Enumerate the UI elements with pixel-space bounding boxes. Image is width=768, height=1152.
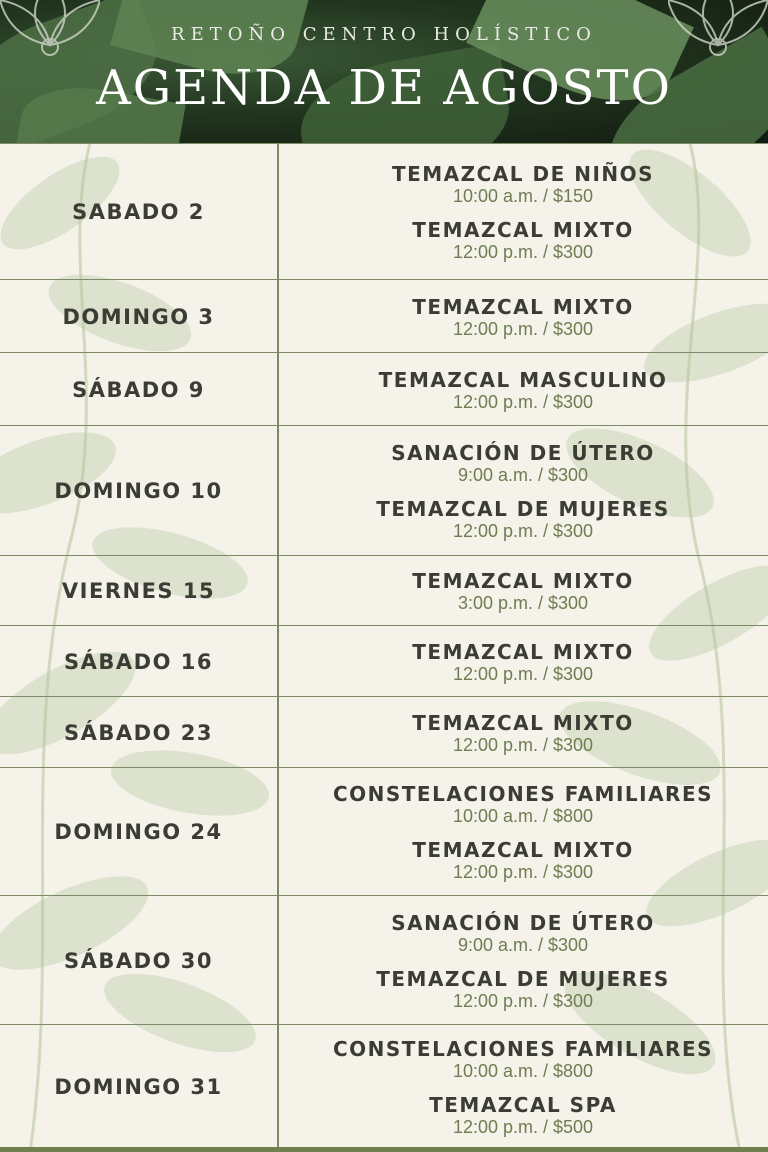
event-name: TEMAZCAL DE MUJERES [376, 966, 670, 991]
event-item [412, 569, 633, 613]
event-list [278, 697, 768, 768]
schedule-row [0, 625, 768, 697]
event-list [278, 353, 768, 426]
schedule-row [0, 696, 768, 768]
event-item [412, 640, 633, 684]
event-time-price: 12:00 p.m. / $300 [452, 318, 594, 339]
day-label: VIERNES 15 [61, 579, 216, 603]
event-list [278, 896, 768, 1025]
event-list [278, 768, 768, 896]
day-label: SABADO 2 [72, 200, 205, 224]
event-list [278, 426, 768, 556]
event-list [278, 280, 768, 353]
schedule-row [0, 279, 768, 353]
schedule-row [0, 143, 768, 280]
event-name: TEMAZCAL MIXTO [412, 569, 634, 593]
header-banner [0, 0, 768, 143]
schedule-row [0, 352, 768, 426]
event-item [412, 218, 633, 262]
event-item [429, 1093, 617, 1137]
event-name: CONSTELACIONES FAMILIARES [332, 782, 714, 806]
schedule-row [0, 895, 768, 1025]
event-time-price: 12:00 p.m. / $500 [452, 1116, 594, 1137]
event-name: TEMAZCAL MIXTO [412, 218, 634, 242]
event-name: TEMAZCAL MIXTO [412, 639, 634, 664]
event-time-price: 12:00 p.m. / $300 [452, 990, 594, 1011]
event-time-price: 12:00 p.m. / $300 [452, 391, 594, 412]
event-item [391, 911, 655, 955]
event-time-price: 3:00 p.m. / $300 [457, 593, 589, 613]
day-label: SÁBADO 16 [64, 649, 213, 674]
center-name: RETOÑO CENTRO HOLÍSTICO [171, 24, 597, 45]
event-time-price: 9:00 a.m. / $300 [457, 934, 589, 955]
event-name: TEMAZCAL MIXTO [412, 838, 634, 862]
event-item [392, 162, 654, 206]
day-label: SÁBADO 9 [72, 377, 205, 402]
event-list [278, 144, 768, 280]
day-label: DOMINGO 31 [54, 1074, 223, 1099]
event-list [278, 626, 768, 697]
day-label: DOMINGO 10 [54, 479, 223, 503]
event-list [278, 1025, 768, 1148]
day-label: SÁBADO 30 [64, 948, 213, 973]
event-item [376, 497, 670, 541]
event-time-price: 9:00 a.m. / $300 [457, 465, 589, 485]
page-title: AGENDA DE AGOSTO [96, 60, 672, 116]
event-time-price: 12:00 p.m. / $300 [452, 663, 594, 684]
event-name: TEMAZCAL DE MUJERES [376, 497, 670, 521]
day-label: DOMINGO 24 [54, 820, 223, 844]
day-label: SÁBADO 23 [64, 720, 213, 745]
event-time-price: 12:00 p.m. / $300 [452, 734, 594, 755]
event-item [333, 1037, 713, 1081]
event-item [391, 441, 655, 485]
schedule-row [0, 1024, 768, 1148]
event-time-price: 12:00 p.m. / $300 [452, 521, 594, 541]
event-item [412, 711, 633, 755]
event-name: CONSTELACIONES FAMILIARES [332, 1036, 714, 1061]
event-time-price: 10:00 a.m. / $800 [452, 806, 594, 826]
event-name: TEMAZCAL DE NIÑOS [391, 162, 655, 186]
event-name: SANACIÓN DE ÚTERO [391, 441, 655, 465]
event-time-price: 12:00 p.m. / $300 [452, 862, 594, 882]
schedule-row [0, 425, 768, 556]
event-name: TEMAZCAL SPA [429, 1092, 617, 1117]
event-item [379, 368, 668, 412]
event-time-price: 12:00 p.m. / $300 [452, 242, 594, 262]
schedule-row [0, 767, 768, 896]
event-name: TEMAZCAL MASCULINO [378, 367, 668, 392]
schedule-row [0, 555, 768, 626]
event-list [278, 556, 768, 626]
column-divider [277, 143, 279, 1147]
day-label: DOMINGO 3 [62, 304, 215, 329]
event-time-price: 10:00 a.m. / $150 [452, 186, 594, 206]
event-item [412, 838, 633, 882]
event-item [333, 782, 713, 826]
event-name: TEMAZCAL MIXTO [412, 294, 634, 319]
event-item [412, 295, 633, 339]
footer-bar [0, 1147, 768, 1152]
event-item [376, 967, 670, 1011]
event-name: TEMAZCAL MIXTO [412, 710, 634, 735]
event-time-price: 10:00 a.m. / $800 [452, 1060, 594, 1081]
event-name: SANACIÓN DE ÚTERO [391, 910, 655, 935]
